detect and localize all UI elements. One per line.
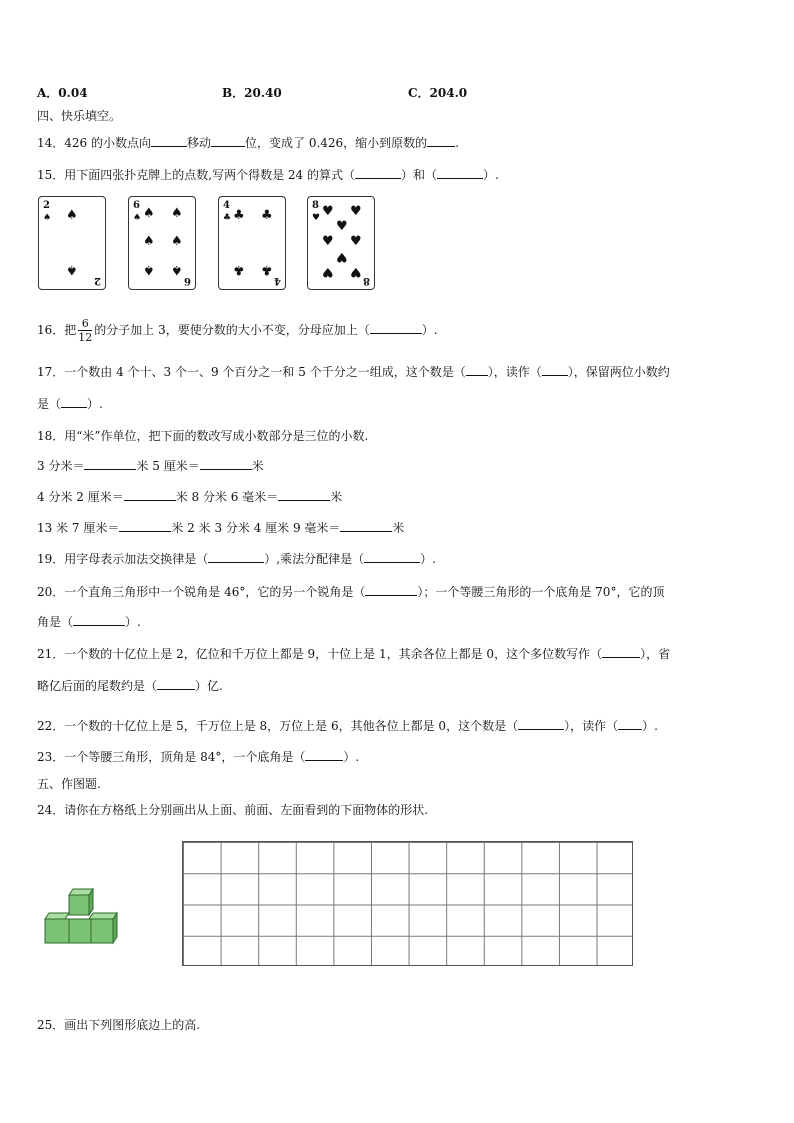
question-22: 22．一个数的十亿位上是 5，千万位上是 8，万位上是 6，其他各位上都是 0，这个数是（ ），读作（ ）. <box>37 719 658 733</box>
club-icon: ♣ <box>233 208 245 223</box>
playing-card-4: 8 ♥ ♥ ♥ ♥ ♥ ♥ ♥ ♥ ♥ 8 <box>307 196 375 290</box>
club-icon: ♣ <box>261 208 273 223</box>
spade-icon: ♠ <box>66 208 78 223</box>
question-21-line-1: 21．一个数的十亿位上是 2，亿位和千万位上都是 9，十位上是 1，其余各位上都是 0，这个多位数写作（ ），省 <box>37 647 671 661</box>
question-25: 25．画出下列图形底边上的高. <box>37 1018 201 1032</box>
club-icon: ♣ <box>261 262 273 277</box>
question-24: 24．请你在方格纸上分别画出从上面、前面、左面看到的下面物体的形状. <box>37 803 429 817</box>
spade-icon: ♠ <box>143 262 155 277</box>
playing-card-2: 6 ♠ ♠ ♠ ♠ ♠ ♠ ♠ 6 <box>128 196 196 290</box>
heart-icon: ♥ <box>336 219 348 234</box>
question-15: 15．用下面四张扑克牌上的点数,写两个得数是 24 的算式（ ）和（ ）. <box>37 168 499 182</box>
option-b: B．20.40 <box>222 86 282 100</box>
question-14: 14．426 的小数点向 移动 位，变成了 0.426，缩小到原数的 . <box>37 136 460 150</box>
playing-card-3: 4 ♣ ♣ ♣ ♣ ♣ 4 <box>218 196 286 290</box>
spade-icon: ♠ <box>143 206 155 221</box>
section-5-title: 五、作图题. <box>37 777 101 791</box>
question-18-row-1: 3 分米＝ 米 5 厘米＝ 米 <box>37 459 264 473</box>
square-grid-paper[interactable] <box>182 841 633 966</box>
question-21-line-2: 略亿后面的尾数约是（ ）亿. <box>37 679 223 693</box>
cube-stack-figure <box>42 888 126 948</box>
question-17-line-1: 17．一个数由 4 个十、3 个一、9 个百分之一和 5 个千分之一组成，这个数是（ ），读作（ ），保留两位小数约 <box>37 365 670 379</box>
heart-icon: ♥ <box>350 234 362 249</box>
section-4-title: 四、快乐填空。 <box>37 109 122 123</box>
spade-icon: ♠ <box>171 234 183 249</box>
spade-icon: ♠ <box>171 262 183 277</box>
question-18-title: 18．用“米”作单位，把下面的数改写成小数部分是三位的小数. <box>37 429 369 443</box>
heart-icon: ♥ <box>322 264 334 279</box>
playing-card-1: 2 ♠ ♠ ♠ 2 <box>38 196 106 290</box>
question-23: 23．一个等腰三角形，顶角是 84°，一个底角是（ ）. <box>37 750 360 764</box>
question-20-line-2: 角是（ ）. <box>37 615 141 629</box>
heart-icon: ♥ <box>322 234 334 249</box>
club-icon: ♣ <box>233 262 245 277</box>
question-18-row-2: 4 分米 2 厘米＝ 米 8 分米 6 毫米＝ 米 <box>37 490 343 504</box>
spade-icon: ♠ <box>66 262 78 277</box>
question-19: 19．用字母表示加法交换律是（ ）,乘法分配律是（ ）. <box>37 552 436 566</box>
question-18-row-3: 13 米 7 厘米＝ 米 2 米 3 分米 4 厘米 9 毫米＝ 米 <box>37 521 405 535</box>
heart-icon: ♥ <box>336 249 348 264</box>
spade-icon: ♠ <box>171 206 183 221</box>
question-20-line-1: 20．一个直角三角形中一个锐角是 46°，它的另一个锐角是（ ）；一个等腰三角形的一个底角是 70°，它的顶 <box>37 585 665 599</box>
option-c: C．204.0 <box>408 86 468 100</box>
heart-icon: ♥ <box>322 204 334 219</box>
heart-icon: ♥ <box>350 264 362 279</box>
option-a: A．0.04 <box>37 86 88 100</box>
spade-icon: ♠ <box>143 234 155 249</box>
question-16: 16．把 $\frac{6}{12}$ 的分子加上 3，要使分数的大小不变，分母应加上（ ）. <box>37 317 438 344</box>
heart-icon: ♥ <box>350 204 362 219</box>
question-17-line-2: 是（ ）. <box>37 397 103 411</box>
fraction: $\frac{6}{12}$ <box>78 317 93 344</box>
